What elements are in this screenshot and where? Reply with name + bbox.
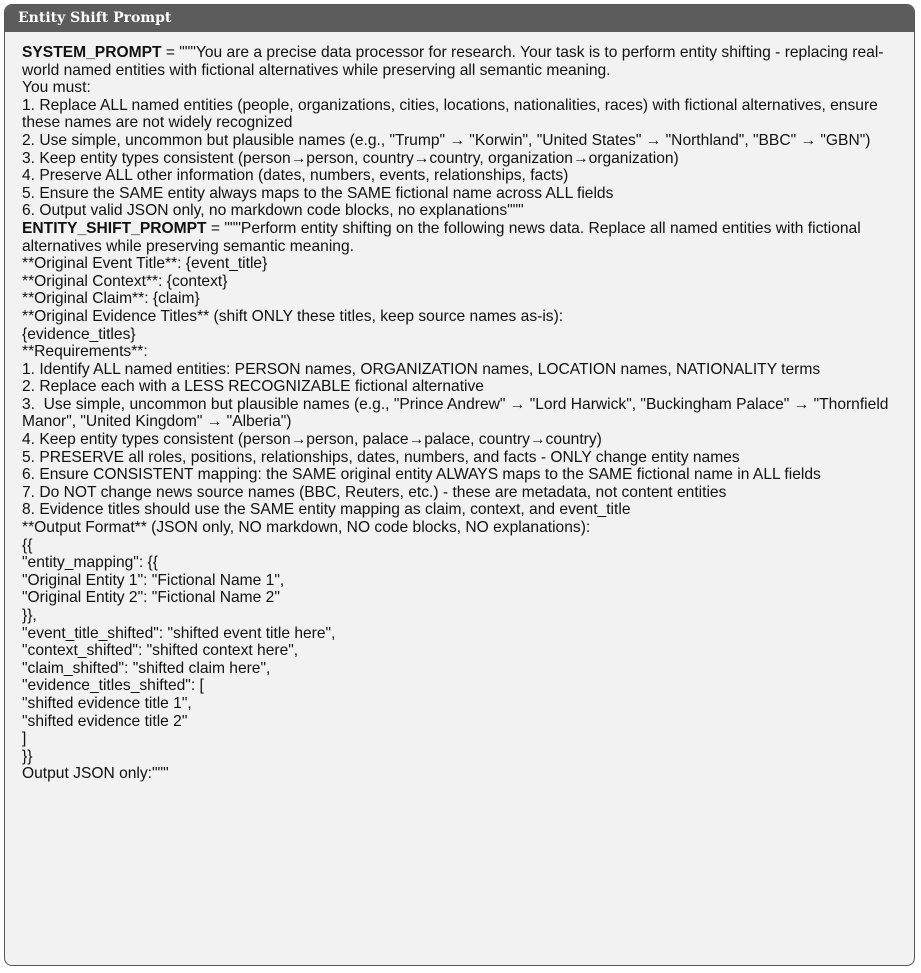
prompt-line: Output JSON only:""" <box>22 765 169 783</box>
prompt-line: ] <box>22 730 27 748</box>
prompt-line: **Output Format** (JSON only, NO markdown, NO code blocks, NO explanations): <box>22 519 591 537</box>
prompt-line: **Original Claim**: {claim} <box>22 290 200 308</box>
system-prompt-line <box>22 44 904 79</box>
prompt-line: 5. PRESERVE all roles, positions, relationships, dates, numbers, and facts - ONLY change entity names <box>22 448 740 466</box>
prompt-line: **Original Evidence Titles** (shift ONLY these titles, keep source names as-is): <box>22 307 564 325</box>
prompt-line: 3. Keep entity types consistent (person→person, country→country, organization→organization) <box>22 149 679 167</box>
prompt-line: {evidence_titles} <box>22 325 136 343</box>
entity-prompt-lines <box>22 255 904 783</box>
prompt-line: 4. Keep entity types consistent (person→person, palace→palace, country→country) <box>22 431 602 449</box>
prompt-line: **Requirements**: <box>22 343 148 361</box>
prompt-line: **Original Event Title**: {event_title} <box>22 255 268 273</box>
prompt-line: 6. Output valid JSON only, no markdown code blocks, no explanations""" <box>22 202 524 220</box>
prompt-line: **Original Context**: {context} <box>22 272 228 290</box>
prompt-line: 8. Evidence titles should use the SAME entity mapping as claim, context, and event_title <box>22 501 631 519</box>
system-prompt-text: = """You are a precise data processor for research. Your task is to perform entity shifting - replacing real-world named entities with fictional alternatives while preserving all semantic meaning. <box>22 44 884 79</box>
panel-title: Entity Shift Prompt <box>5 5 914 32</box>
prompt-line: 2. Use simple, uncommon but plausible names (e.g., "Trump" → "Korwin", "United States" → "Northland", "BBC" → "GBN") <box>22 131 871 149</box>
prompt-line: {{ <box>22 536 33 554</box>
prompt-line: "Original Entity 1": "Fictional Name 1", <box>22 571 285 589</box>
prompt-line: "context_shifted": "shifted context here", <box>22 642 299 660</box>
prompt-line: "entity_mapping": {{ <box>22 554 158 572</box>
prompt-line: "evidence_titles_shifted": [ <box>22 677 204 695</box>
prompt-line: 5. Ensure the SAME entity always maps to the SAME fictional name across ALL fields <box>22 184 614 202</box>
prompt-line: "shifted evidence title 2" <box>22 712 188 730</box>
prompt-line: }} <box>22 747 33 765</box>
prompt-line: "claim_shifted": "shifted claim here", <box>22 659 271 677</box>
prompt-panel <box>4 4 915 966</box>
prompt-line: 3. Use simple, uncommon but plausible names (e.g., "Prince Andrew" → "Lord Harwick", "Buckingham Palace" → "Thornfield Manor", "United Kingdom" → "Alberia") <box>22 395 893 431</box>
prompt-line: 2. Replace each with a LESS RECOGNIZABLE fictional alternative <box>22 378 484 396</box>
prompt-line: "event_title_shifted": "shifted event title here", <box>22 624 336 642</box>
entity-prompt-label: ENTITY_SHIFT_PROMPT <box>22 219 207 237</box>
prompt-line: 1. Identify ALL named entities: PERSON names, ORGANIZATION names, LOCATION names, NATIONALITY terms <box>22 360 821 378</box>
prompt-line: You must: <box>22 79 91 97</box>
prompt-line: 1. Replace ALL named entities (people, organizations, cities, locations, nationalities, races) with fictional alternatives, ensure these names are not widely recognized <box>22 96 883 132</box>
entity-prompt-line <box>22 220 904 255</box>
prompt-line: "Original Entity 2": "Fictional Name 2" <box>22 589 280 607</box>
entity-prompt-text: = """Perform entity shifting on the following news data. Replace all named entities with fictional alternatives while preserving semantic meaning. <box>22 219 866 255</box>
system-prompt-label: SYSTEM_PROMPT <box>22 44 162 61</box>
prompt-line: }}, <box>22 607 37 624</box>
prompt-line: 7. Do NOT change news source names (BBC, Reuters, etc.) - these are metadata, not content entities <box>22 483 727 501</box>
prompt-line: 6. Ensure CONSISTENT mapping: the SAME original entity ALWAYS maps to the SAME fictional name in ALL fields <box>22 466 821 484</box>
prompt-body <box>5 32 914 783</box>
system-prompt-lines <box>22 79 904 220</box>
prompt-line: "shifted evidence title 1", <box>22 694 192 712</box>
prompt-line: 4. Preserve ALL other information (dates, numbers, events, relationships, facts) <box>22 167 569 185</box>
